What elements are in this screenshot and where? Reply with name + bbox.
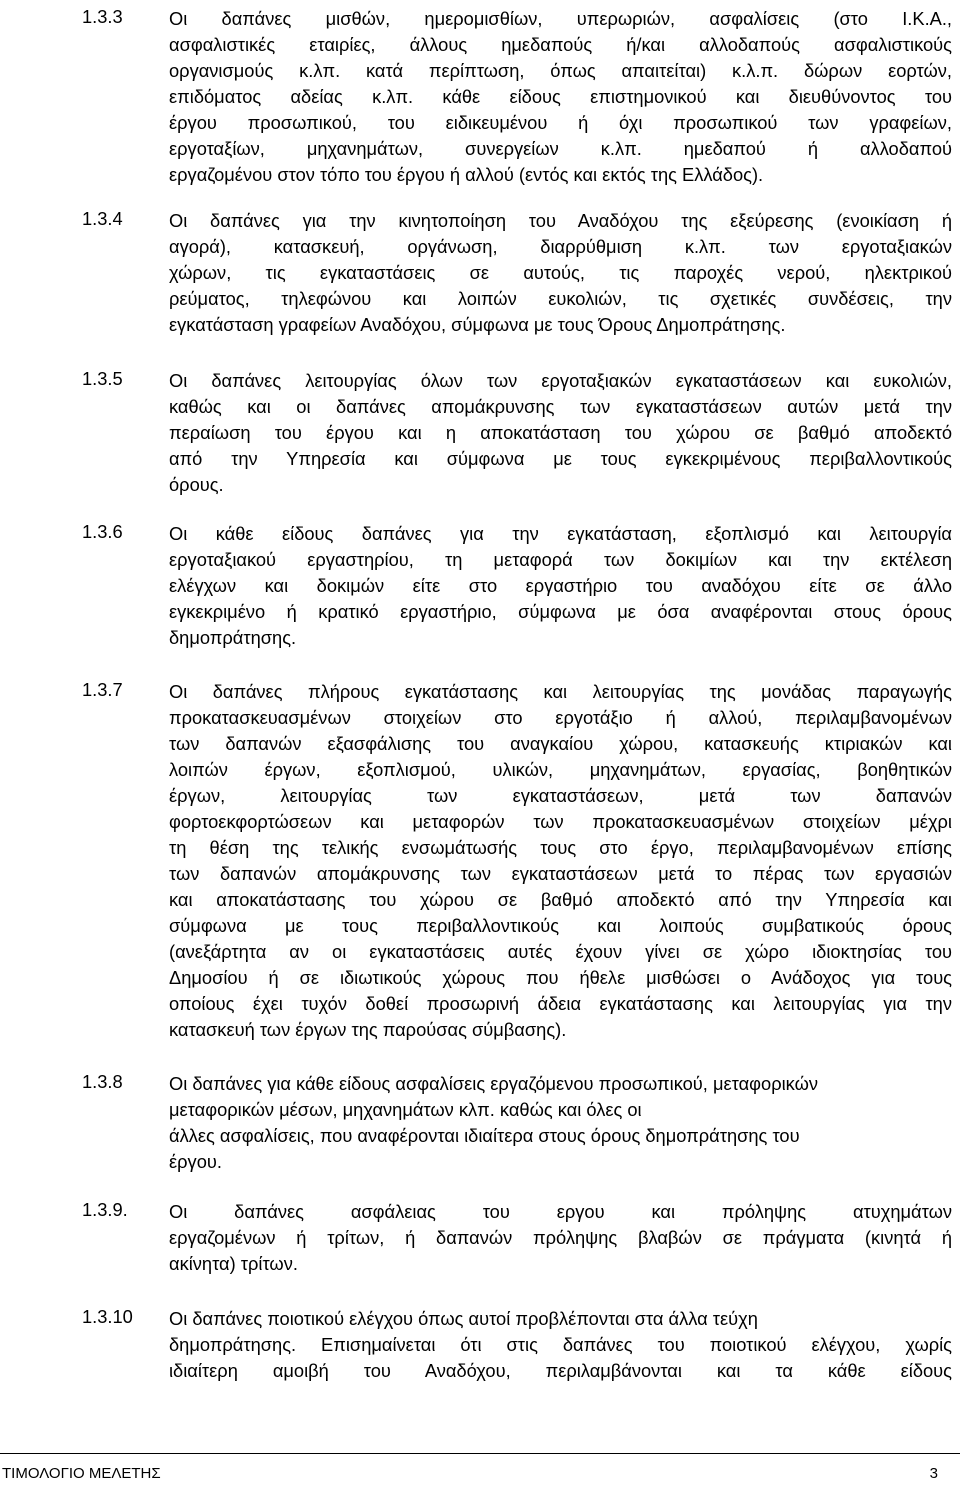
paragraph-line: από την Υπηρεσία και σύμφωνα με τους εγκεκριμένους περιβαλλοντικούς (169, 448, 952, 469)
paragraph-line: Οι δαπάνες λειτουργίας όλων των εργοταξιακών εγκαταστάσεων και ευκολιών, (169, 370, 952, 391)
paragraph-line: ελέγχων και δοκιμών είτε στο εργαστήριο του αναδόχου είτε σε άλλο (169, 575, 952, 596)
paragraph-line: δημοπράτησης. Επισημαίνεται ότι στις δαπάνες του ποιοτικού ελέγχου, χωρίς (169, 1334, 952, 1355)
paragraph-line: ρεύματος, τηλεφώνου και λοιπών ευκολιών, τις σχετικές συνδέσεις, την (169, 288, 952, 309)
paragraph-line: φορτοεκφορτώσεων και μεταφορών των προκατασκευασμένων στοιχείων μέχρι (169, 811, 952, 832)
paragraph-line: Οι δαπάνες ασφάλειας του εργου και πρόληψης ατυχημάτων (169, 1201, 952, 1222)
paragraph-line: των δαπανών εξασφάλισης του αναγκαίου χώρου, κατασκευής κτιριακών και (169, 733, 952, 754)
paragraph-line: άλλες ασφαλίσεις, που αναφέρονται ιδιαίτερα στους όρους δημοπράτησης του (169, 1125, 800, 1146)
paragraph-line: έργων, λειτουργίας των εγκαταστάσεων, μετά των δαπανών (169, 785, 952, 806)
paragraph-line: έργου προσωπικού, του ειδικευμένου ή όχι προσωπικού των γραφείων, (169, 112, 952, 133)
paragraph-line: ακίνητα) τρίτων. (169, 1253, 298, 1274)
paragraph-line: Δημοσίου ή σε ιδιωτικούς χώρους που ήθελε μισθώσει ο Ανάδοχος για τους (169, 967, 952, 988)
paragraph-line: έργου. (169, 1151, 222, 1172)
paragraph-line: εγκεκριμένο ή κρατικό εργαστήριο, σύμφωνα με όσα αναφέρονται στους όρους (169, 601, 952, 622)
paragraph-line: χώρων, τις εγκαταστάσεις σε αυτούς, τις παροχές νερού, ηλεκτρικού (169, 262, 952, 283)
section-number: 1.3.8 (82, 1071, 123, 1092)
paragraph-line: σύμφωνα με τους περιβαλλοντικούς και λοιπούς συμβατικούς όρους (169, 915, 952, 936)
paragraph-line: δημοπράτησης. (169, 627, 297, 648)
paragraph-line: όρους. (169, 474, 224, 495)
paragraph-line: και αποκατάστασης του χώρου σε βαθμό αποδεκτό από την Υπηρεσία και (169, 889, 952, 910)
section-number: 1.3.9. (82, 1199, 128, 1220)
paragraph-line: καθώς και οι δαπάνες απομάκρυνσης των εγκαταστάσεων αυτών μετά την (169, 396, 952, 417)
paragraph-line: (ανεξάρτητα αν οι εγκαταστάσεις αυτές έχουν γίνει σε χώρο ιδιοκτησίας του (169, 941, 952, 962)
paragraph-line: τη θέση της τελικής ενσωμάτωσής τους στο έργο, περιλαμβανομένων επίσης (169, 837, 952, 858)
paragraph-line: Οι κάθε είδους δαπάνες για την εγκατάσταση, εξοπλισμό και λειτουργία (169, 523, 952, 544)
footer-title: ΤΙΜΟΛΟΓΙΟ ΜΕΛΕΤΗΣ (2, 1465, 161, 1482)
section-number: 1.3.3 (82, 6, 123, 27)
paragraph-line: εργαζομένου στον τόπο του έργου ή αλλού (εντός και εκτός της Ελλάδος). (169, 164, 764, 185)
paragraph-line: μεταφορικών μέσων, μηχανημάτων κλπ. καθώς και όλες οι (169, 1099, 642, 1120)
section-number: 1.3.7 (82, 679, 123, 700)
paragraph-line: Οι δαπάνες πλήρους εγκατάστασης και λειτουργίας της μονάδας παραγωγής (169, 681, 952, 702)
paragraph-line: κατασκευή των έργων της παρούσας σύμβασης). (169, 1019, 567, 1040)
section-number: 1.3.10 (82, 1306, 133, 1327)
footer-rule (0, 1453, 960, 1454)
paragraph-line: εργοταξίων, μηχανημάτων, συνεργείων κ.λπ. ημεδαπού ή αλλοδαπού (169, 138, 952, 159)
paragraph-line: εγκατάσταση γραφείων Αναδόχου, σύμφωνα με τους Όρους Δημοπράτησης. (169, 314, 786, 335)
paragraph-line: Οι δαπάνες ποιοτικού ελέγχου όπως αυτοί προβλέπονται στα άλλα τεύχη (169, 1308, 758, 1329)
paragraph-line: Οι δαπάνες για την κινητοποίηση του Αναδόχου της εξεύρεσης (ενοικίαση ή (169, 210, 952, 231)
paragraph-line: Οι δαπάνες μισθών, ημερομισθίων, υπερωριών, ασφαλίσεις (στο Ι.Κ.Α., (169, 8, 952, 29)
paragraph-line: εργοταξιακού εργαστηρίου, τη μεταφορά των δοκιμίων και την εκτέλεση (169, 549, 952, 570)
section-number: 1.3.6 (82, 521, 123, 542)
paragraph-line: ασφαλιστικές εταιρίες, άλλους ημεδαπούς ή/και αλλοδαπούς ασφαλιστικούς (169, 34, 952, 55)
paragraph-line: λοιπών έργων, εξοπλισμού, υλικών, μηχανημάτων, εργασίας, βοηθητικών (169, 759, 952, 780)
paragraph-line: αγορά), κατασκευή, οργάνωση, διαρρύθμιση κ.λπ. των εργοταξιακών (169, 236, 952, 257)
paragraph-line: των δαπανών απομάκρυνσης των εγκαταστάσεων μετά το πέρας των εργασιών (169, 863, 952, 884)
paragraph-line: εργαζομένων ή τρίτων, ή δαπανών πρόληψης βλαβών σε πράγματα (κινητά ή (169, 1227, 952, 1248)
section-number: 1.3.5 (82, 368, 123, 389)
page-number: 3 (929, 1465, 938, 1482)
paragraph-line: επιδόματος αδείας κ.λπ. κάθε είδους επιστημονικού και διευθύνοντος του (169, 86, 952, 107)
paragraph-line: οργανισμούς κ.λπ. κατά περίπτωση, όπως απαιτείται) κ.λ.π. δώρων εορτών, (169, 60, 952, 81)
section-number: 1.3.4 (82, 208, 123, 229)
paragraph-line: οποίους έχει τυχόν δοθεί προσωρινή άδεια εγκατάστασης και λειτουργίας για την (169, 993, 952, 1014)
paragraph-line: Οι δαπάνες για κάθε είδους ασφαλίσεις εργαζόμενου προσωπικού, μεταφορικών (169, 1073, 818, 1094)
paragraph-line: ιδιαίτερη αμοιβή του Αναδόχου, περιλαμβάνονται και τα κάθε είδους (169, 1360, 952, 1381)
paragraph-line: περαίωση του έργου και η αποκατάσταση του χώρου σε βαθμό αποδεκτό (169, 422, 952, 443)
paragraph-line: προκατασκευασμένων στοιχείων στο εργοτάξιο ή αλλού, περιλαμβανομένων (169, 707, 952, 728)
